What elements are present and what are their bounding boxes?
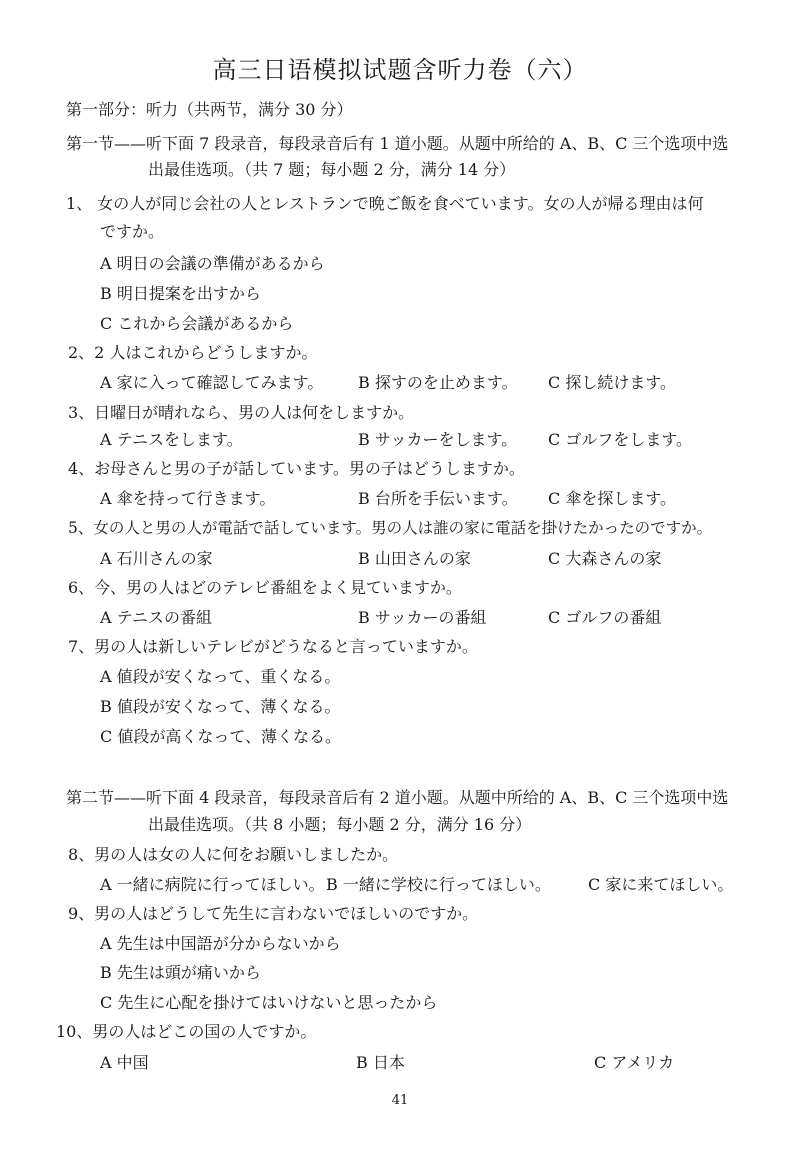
section2-instruction-line2: 出最佳选项。（共 8 小题；每小题 2 分，满分 16 分）: [148, 815, 532, 834]
question-3-option-a: A テニスをします。: [100, 430, 243, 449]
page-number: 41: [391, 1093, 409, 1108]
question-6-option-b: B サッカーの番組: [358, 608, 487, 627]
question-8-text: 8、男の人は女の人に何をお願いしましたか。: [68, 845, 399, 864]
question-8-option-b: B 一緒に学校に行ってほしい。: [326, 875, 551, 894]
question-1-text-line1: 1、 女の人が同じ会社の人とレストランで晩ご飯を食べています。女の人が帰る理由は何: [66, 194, 704, 213]
question-5-text: 5、女の人と男の人が電話で話しています。男の人は誰の家に電話を掛けたかったのですか。: [68, 519, 713, 537]
question-8-option-a: A 一緒に病院に行ってほしい。: [100, 875, 325, 894]
part1-heading: 第一部分：听力（共两节，满分 30 分）: [66, 100, 353, 119]
question-2-option-a: A 家に入って確認してみます。: [100, 373, 324, 392]
question-9-option-a: A 先生は中国語が分からないから: [100, 934, 341, 953]
question-10-text: 10、男の人はどこの国の人ですか。: [56, 1022, 317, 1041]
question-10-option-a: A 中国: [100, 1053, 149, 1072]
page-title: 高三日语模拟试题含听力卷（六）: [212, 56, 588, 84]
question-1-option-c: C これから会議があるから: [100, 314, 294, 333]
question-1-option-a: A 明日の会議の準備があるから: [100, 254, 325, 273]
question-7-option-a: A 値段が安くなって、重くなる。: [100, 667, 341, 686]
question-1-option-b: B 明日提案を出すから: [100, 284, 261, 303]
question-6-option-c: C ゴルフの番組: [548, 608, 662, 627]
question-2-option-b: B 探すのを止めます。: [358, 373, 518, 392]
question-9-option-b: B 先生は頭が痛いから: [100, 963, 261, 982]
question-2-text: 2、2 人はこれからどうしますか。: [68, 343, 318, 362]
question-4-option-c: C 傘を探します。: [548, 489, 677, 508]
question-8-option-c: C 家に来てほしい。: [588, 875, 734, 894]
section1-instruction-line1: 第一节——听下面 7 段录音，每段录音后有 1 道小题。从题中所给的 A、B、C 三个选项中选: [66, 134, 729, 153]
question-4-option-a: A 傘を持って行きます。: [100, 489, 276, 508]
question-7-option-c: C 値段が高くなって、薄くなる。: [100, 727, 342, 746]
section2-instruction-line1: 第二节——听下面 4 段录音，每段录音后有 2 道小题。从题中所给的 A、B、C 三个选项中选: [66, 788, 729, 807]
question-7-option-b: B 値段が安くなって、薄くなる。: [100, 697, 341, 716]
question-10-option-b: B 日本: [356, 1053, 405, 1072]
question-6-option-a: A テニスの番組: [100, 608, 213, 627]
question-3-text: 3、日曜日が晴れなら、男の人は何をしますか。: [68, 403, 415, 422]
question-4-option-b: B 台所を手伝います。: [358, 489, 518, 508]
question-5-option-c: C 大森さんの家: [548, 549, 662, 568]
question-5-option-a: A 石川さんの家: [100, 549, 213, 568]
question-6-text: 6、今、男の人はどのテレビ番組をよく見ていますか。: [68, 578, 462, 597]
question-4-text: 4、お母さんと男の子が話しています。男の子はどうしますか。: [68, 459, 525, 478]
question-9-text: 9、男の人はどうして先生に言わないでほしいのですか。: [68, 904, 479, 923]
question-5-option-b: B 山田さんの家: [358, 549, 471, 568]
question-3-option-c: C ゴルフをします。: [548, 430, 693, 449]
question-9-option-c: C 先生に心配を掛けてはいけないと思ったから: [100, 993, 438, 1012]
question-10-option-c: C アメリカ: [594, 1053, 675, 1072]
question-2-option-c: C 探し続けます。: [548, 373, 677, 392]
question-7-text: 7、男の人は新しいテレビがどうなると言っていますか。: [68, 637, 478, 656]
question-3-option-b: B サッカーをします。: [358, 430, 518, 449]
section1-instruction-line2: 出最佳选项。（共 7 题；每小题 2 分，满分 14 分）: [148, 160, 516, 179]
question-1-text-line2: ですか。: [100, 222, 165, 241]
